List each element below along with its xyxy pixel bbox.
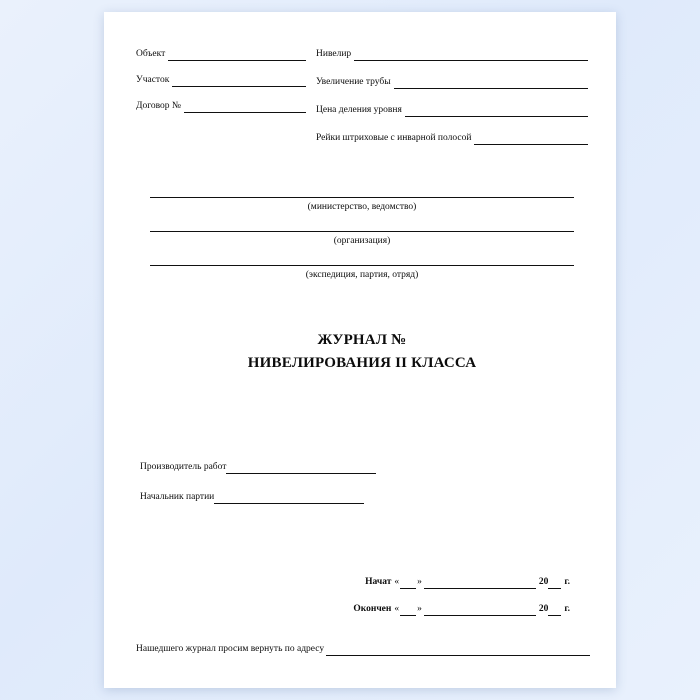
date-finished-day-input[interactable] [400, 606, 416, 616]
field-site [136, 74, 306, 87]
field-object-label: Объект [136, 49, 166, 59]
date-finished-year-prefix: 20 [538, 604, 549, 614]
return-notice-label: Нашедшего журнал просим вернуть по адресу [136, 644, 325, 654]
field-invar-staffs [316, 132, 588, 145]
document-page-content [104, 12, 616, 688]
date-started [136, 576, 570, 589]
expedition-input[interactable] [150, 264, 574, 266]
field-site-input[interactable] [172, 77, 306, 87]
field-object-input[interactable] [168, 51, 306, 61]
return-notice-address-input[interactable] [326, 646, 590, 656]
field-contract-number [136, 100, 306, 113]
field-level-division-value-label: Цена деления уровня [316, 105, 402, 115]
organization-block [136, 196, 588, 281]
date-started-year-suffix: г. [564, 577, 570, 587]
organization-caption: (организация) [333, 236, 391, 246]
field-contract-number-label: Договор № [136, 101, 181, 111]
field-level-instrument-label: Нивелир [316, 49, 352, 59]
field-telescope-magnification [316, 76, 588, 89]
header-fields-left-column [136, 48, 306, 160]
field-level-division-value [316, 104, 588, 117]
date-finished-year-suffix: г. [564, 604, 570, 614]
field-level-division-value-input[interactable] [405, 107, 588, 117]
date-started-month-input[interactable] [424, 579, 536, 589]
document-page [104, 12, 616, 688]
date-started-year-input[interactable] [548, 579, 561, 589]
document-title-line-1: ЖУРНАЛ № [317, 332, 407, 348]
field-party-chief [140, 491, 588, 504]
field-telescope-magnification-input[interactable] [394, 79, 588, 89]
document-title [136, 329, 588, 375]
field-work-supervisor-label: Производитель работ [140, 462, 227, 472]
date-started-quote-close: » [417, 577, 422, 587]
date-started-year-prefix: 20 [538, 577, 549, 587]
return-notice-row [136, 643, 590, 656]
header-fields-right-column [316, 48, 588, 160]
field-work-supervisor [140, 461, 588, 474]
field-telescope-magnification-label: Увеличение трубы [316, 77, 391, 87]
header-fields [136, 48, 588, 160]
ministry-input[interactable] [150, 196, 574, 198]
field-invar-staffs-label: Рейки штриховые с инварной полосой [316, 133, 472, 143]
field-object [136, 48, 306, 61]
date-started-label: Начат [365, 577, 392, 587]
field-level-instrument [316, 48, 588, 61]
organization-input[interactable] [150, 230, 574, 232]
return-notice [136, 643, 590, 656]
date-finished [136, 603, 570, 616]
field-invar-staffs-input[interactable] [474, 135, 588, 145]
date-finished-label: Окончен [353, 604, 392, 614]
field-contract-number-input[interactable] [184, 103, 306, 113]
field-site-label: Участок [136, 75, 170, 85]
signature-block [136, 461, 588, 504]
field-party-chief-label: Начальник партии [140, 492, 215, 502]
date-finished-year-input[interactable] [548, 606, 561, 616]
field-level-instrument-input[interactable] [354, 51, 588, 61]
date-finished-month-input[interactable] [424, 606, 536, 616]
field-work-supervisor-input[interactable] [226, 464, 376, 474]
field-party-chief-input[interactable] [214, 494, 364, 504]
date-finished-quote-open: « [394, 604, 400, 614]
expedition-caption: (экспедиция, партия, отряд) [305, 270, 419, 280]
date-started-day-input[interactable] [400, 579, 416, 589]
document-title-line-2: НИВЕЛИРОВАНИЯ II КЛАССА [247, 355, 477, 371]
date-started-quote-open: « [394, 577, 400, 587]
date-finished-quote-close: » [417, 604, 422, 614]
ministry-caption: (министерство, ведомство) [307, 202, 417, 212]
dates-block [136, 576, 588, 616]
